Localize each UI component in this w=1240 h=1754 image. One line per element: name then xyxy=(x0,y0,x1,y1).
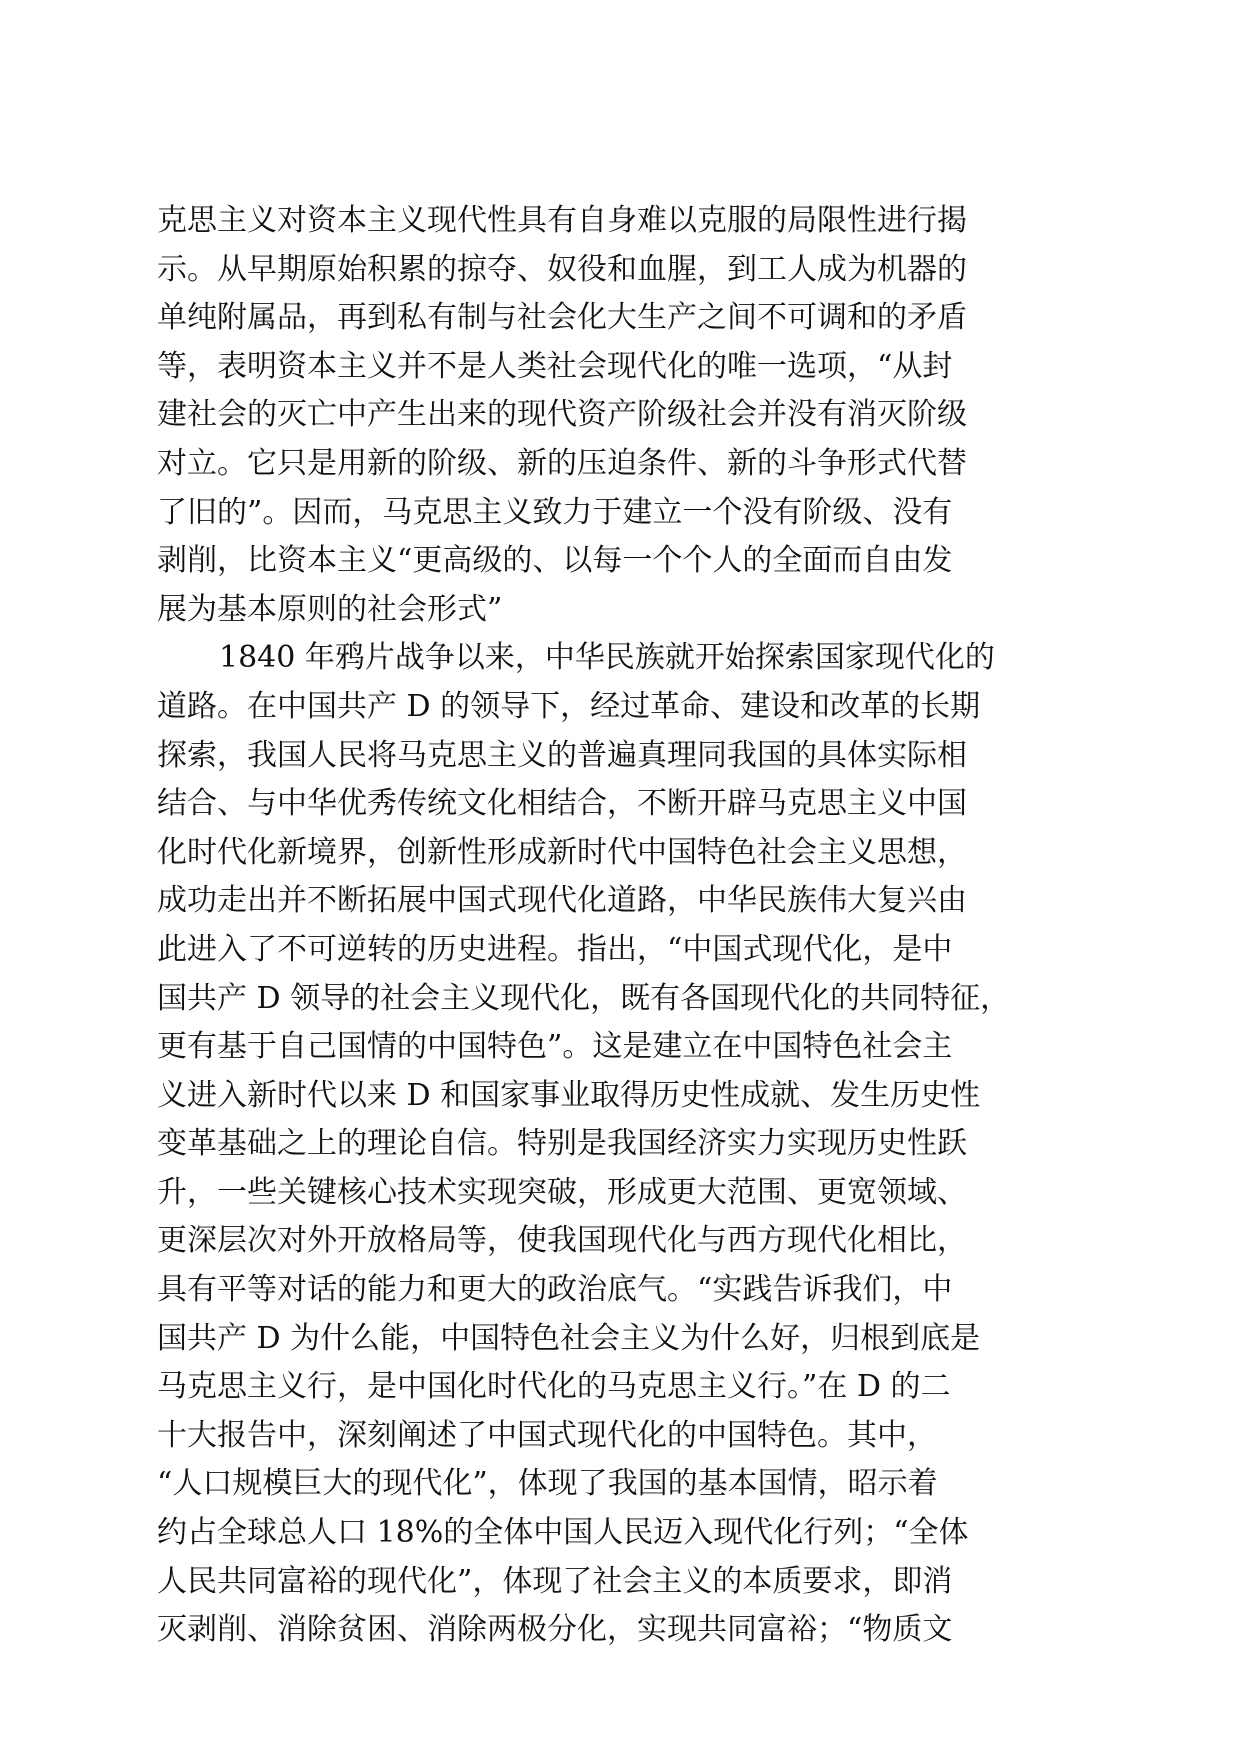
text-line: 此进入了不可逆转的历史进程。指出，“中国式现代化，是中 xyxy=(157,931,953,967)
text-line: 剥削，比资本主义“更高级的、以每一个个人的全面而自由发 xyxy=(157,543,953,579)
text-line: 升，一些关键核心技术实现突破，形成更大范围、更宽领域、 xyxy=(157,1174,967,1210)
text-line: 更有基于自己国情的中国特色”。这是建立在中国特色社会主 xyxy=(157,1029,953,1065)
text-line: 国共产 D 为什么能，中国特色社会主义为什么好，归根到底是 xyxy=(157,1320,981,1356)
text-line: 等，表明资本主义并不是人类社会现代化的唯一选项，“从封 xyxy=(157,348,953,384)
text-line: 具有平等对话的能力和更大的政治底气。“实践告诉我们，中 xyxy=(157,1272,953,1308)
text-line: 灭剥削、消除贫困、消除两极分化，实现共同富裕；“物质文 xyxy=(157,1612,953,1648)
text-line: 克思主义对资本主义现代性具有自身难以克服的局限性进行揭 xyxy=(157,203,967,238)
text-line: 建社会的灭亡中产生出来的现代资产阶级社会并没有消灭阶级 xyxy=(157,397,967,433)
text-line: 单纯附属品，再到私有制与社会化大生产之间不可调和的矛盾 xyxy=(157,300,967,336)
text-line: 马克思主义行，是中国化时代化的马克思主义行。”在 D 的二 xyxy=(157,1369,951,1405)
body-text xyxy=(157,197,1089,1655)
text-line: 变革基础之上的理论自信。特别是我国经济实力实现历史性跃 xyxy=(157,1126,967,1162)
text-line: 约占全球总人口 18%的全体中国人民迈入现代化行列；“全体 xyxy=(157,1515,969,1551)
text-line-first: 1840 年鸦片战争以来，中华民族就开始探索国家现代化的 xyxy=(219,640,995,676)
text-line: “人口规模巨大的现代化”，体现了我国的基本国情，昭示着 xyxy=(157,1466,938,1502)
paragraph-1 xyxy=(157,197,1089,634)
text-line: 示。从早期原始积累的掠夺、奴役和血腥，到工人成为机器的 xyxy=(157,251,967,287)
text-line: 了旧的”。因而，马克思主义致力于建立一个没有阶级、没有 xyxy=(157,494,953,530)
text-line: 道路。在中国共产 D 的领导下，经过革命、建设和改革的长期 xyxy=(157,688,981,724)
text-line: 人民共同富裕的现代化”，体现了社会主义的本质要求，即消 xyxy=(157,1563,953,1599)
text-line: 国共产 D 领导的社会主义现代化，既有各国现代化的共同特征， xyxy=(157,980,1011,1016)
text-line: 成功走出并不断拓展中国式现代化道路，中华民族伟大复兴由 xyxy=(157,883,967,919)
text-line: 化时代化新境界，创新性形成新时代中国特色社会主义思想， xyxy=(157,834,967,870)
text-line: 结合、与中华优秀传统文化相结合，不断开辟马克思主义中国 xyxy=(157,786,967,822)
text-line: 展为基本原则的社会形式” xyxy=(157,591,503,627)
text-line: 对立。它只是用新的阶级、新的压迫条件、新的斗争形式代替 xyxy=(157,445,967,481)
text-line: 更深层次对外开放格局等，使我国现代化与西方现代化相比， xyxy=(157,1223,967,1259)
text-line: 十大报告中，深刻阐述了中国式现代化的中国特色。其中， xyxy=(157,1417,937,1453)
text-line: 义进入新时代以来 D 和国家事业取得历史性成就、发生历史性 xyxy=(157,1077,981,1113)
paragraph-2 xyxy=(157,634,1089,1654)
text-line: 探索，我国人民将马克思主义的普遍真理同我国的具体实际相 xyxy=(157,737,967,773)
